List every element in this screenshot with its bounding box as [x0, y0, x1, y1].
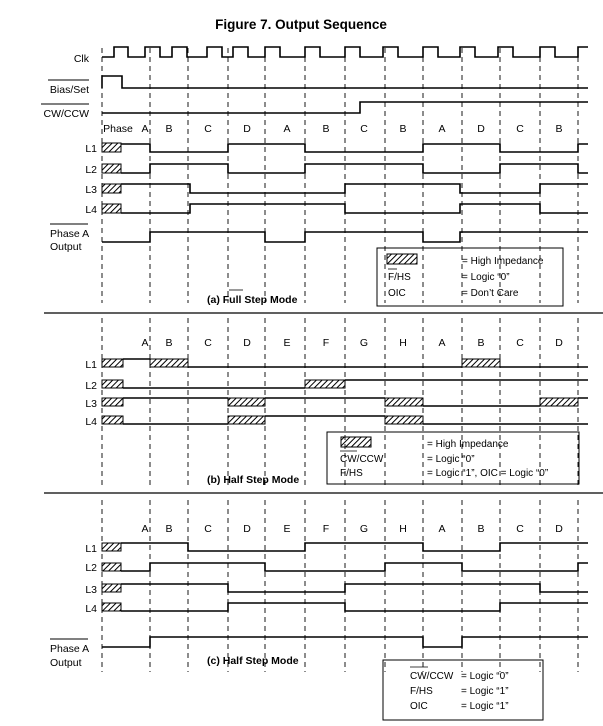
high-impedance-blocks-b [102, 359, 578, 424]
l4-waveform-half-step-b [123, 416, 588, 424]
phase-a-output-label-1: Phase A [50, 228, 90, 240]
line-label-b-l4: L4 [85, 416, 97, 428]
phase-label: A [438, 523, 446, 535]
l4-waveform-full-step [121, 204, 588, 213]
phase-label: H [399, 523, 407, 535]
line-label-c-l1: L1 [85, 543, 97, 555]
bias-set-label: Bias/Set [49, 84, 89, 96]
phase-a-output-label-c-1: Phase A [50, 643, 90, 655]
phase-label: G [359, 337, 369, 349]
phase-label: A [438, 337, 446, 349]
phase-label: C [516, 523, 524, 535]
legend-half-step-b [327, 432, 579, 484]
phase-label: C [516, 337, 524, 349]
phase-label: C [204, 523, 212, 535]
phase-label: C [360, 123, 368, 135]
phase-label: C [204, 337, 212, 349]
line-label-b-l1: L1 [85, 359, 97, 371]
legend-c-value-oic: = Logic “1” [461, 701, 509, 712]
phase-row-full-step [141, 123, 562, 135]
line-label-c-l2: L2 [85, 562, 97, 574]
caption-half-step-b: (b) Half Step Mode [207, 474, 300, 486]
cw-ccw-label: CW/CCW [43, 108, 89, 120]
phase-label: E [283, 523, 291, 535]
phase-label: F [322, 337, 330, 349]
legend-c-value-fhs: = Logic “1” [461, 686, 509, 697]
phase-label: A [141, 123, 149, 135]
legend-full-step [377, 248, 563, 306]
l1-waveform-full-step [121, 144, 588, 152]
legend-b-key-cwccw: CW/CCW [340, 454, 384, 465]
line-label-b-l2: L2 [85, 380, 97, 392]
phase-label: F [322, 523, 330, 535]
figure-title: Figure 7. Output Sequence [215, 17, 387, 32]
legend-b-high-impedance: = High Impedance [427, 439, 509, 450]
section-half-step-c [50, 523, 588, 720]
legend-c-key-oic: OIC [410, 701, 428, 712]
phase-label: B [165, 123, 173, 135]
legend-a-value-fhs: = Logic “0” [462, 272, 510, 283]
section-half-step-b [85, 337, 588, 486]
l1-waveform-half-step-b [123, 359, 588, 367]
legend-a-key-oic: OIC [388, 288, 406, 299]
phase-label: D [555, 337, 563, 349]
phase-label: E [283, 337, 291, 349]
line-label-l3: L3 [85, 184, 97, 196]
legend-a-key-fhs: F/HS [388, 272, 411, 283]
phase-header-label: Phase [103, 123, 133, 135]
phase-label: B [477, 337, 485, 349]
legend-hatch-swatch-b [341, 437, 371, 447]
legend-a-value-oic: = Don’t Care [462, 288, 519, 299]
high-impedance-blocks-c [102, 543, 121, 611]
phase-label: A [438, 123, 446, 135]
phase-label: C [516, 123, 524, 135]
phase-label: G [359, 523, 369, 535]
l2-waveform-half-step-c [121, 563, 588, 571]
phase-label: D [555, 523, 563, 535]
legend-c-key-fhs: F/HS [410, 686, 433, 697]
phase-label: B [165, 337, 173, 349]
phase-label: A [141, 337, 149, 349]
legend-hatch-swatch-a [387, 254, 417, 264]
phase-label: B [399, 123, 407, 135]
line-label-b-l3: L3 [85, 398, 97, 410]
legend-a-high-impedance: = High Impedance [462, 256, 544, 267]
legend-c-key-cwccw: CW/CCW [410, 671, 454, 682]
phase-label: B [165, 523, 173, 535]
l4-waveform-half-step-c [121, 603, 588, 611]
l1-waveform-half-step-c [121, 543, 588, 551]
l3-waveform-half-step-c [121, 584, 588, 592]
legend-c-value-cwccw: = Logic “0” [461, 671, 509, 682]
phase-label: B [555, 123, 563, 135]
legend-b-value-fhs: = Logic “1”, OIC = Logic “0” [427, 468, 549, 479]
high-impedance-blocks-a [102, 143, 121, 213]
line-label-c-l3: L3 [85, 584, 97, 596]
phase-label: B [477, 523, 485, 535]
phase-label: D [243, 123, 251, 135]
phase-label: C [204, 123, 212, 135]
line-label-l2: L2 [85, 164, 97, 176]
caption-half-step-c: (c) Half Step Mode [207, 655, 299, 667]
phase-label: D [477, 123, 485, 135]
l2-waveform-half-step-b [123, 380, 588, 388]
phase-label: H [399, 337, 407, 349]
legend-half-step-c [383, 660, 543, 720]
phase-a-output-label-2: Output [50, 241, 82, 253]
l2-waveform-full-step [121, 164, 588, 173]
l3-waveform-full-step [121, 184, 588, 193]
clk-label: Clk [73, 53, 89, 65]
phase-a-output-label-c-2: Output [50, 657, 82, 669]
line-label-l1: L1 [85, 143, 97, 155]
phase-label: D [243, 337, 251, 349]
phase-label: A [283, 123, 291, 135]
l3-waveform-half-step-b [123, 398, 588, 406]
phase-label: D [243, 523, 251, 535]
phase-label: A [141, 523, 149, 535]
legend-b-key-fhs: F/HS [340, 468, 363, 479]
legend-b-value-cwccw: = Logic “0” [427, 454, 475, 465]
section-full-step [41, 47, 588, 306]
line-label-c-l4: L4 [85, 603, 97, 615]
phase-label: B [322, 123, 330, 135]
line-label-l4: L4 [85, 204, 97, 216]
caption-full-step: (a) Full Step Mode [207, 294, 298, 306]
